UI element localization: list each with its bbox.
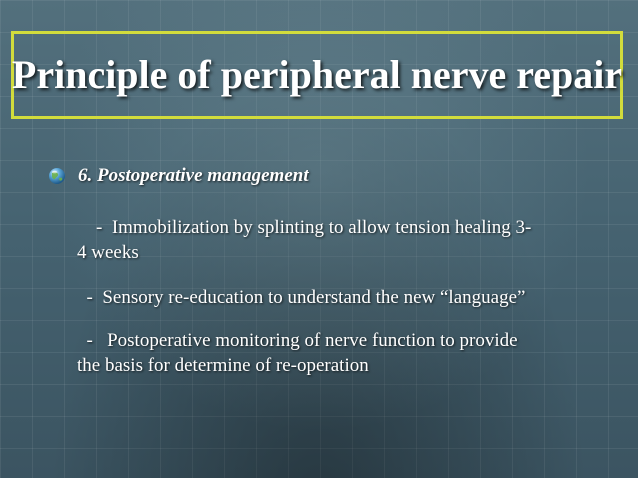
- paragraph-line: - Immobilization by splinting to allow tension healing 3-: [77, 217, 532, 238]
- paragraph-monitoring: [77, 328, 597, 378]
- bullet-heading: 6. Postoperative management: [78, 165, 309, 186]
- slide-title: Principle of peripheral nerve repair: [11, 52, 623, 97]
- bullet-item: [48, 165, 309, 187]
- title-box: [11, 31, 623, 119]
- globe-bullet-icon: [48, 167, 66, 185]
- paragraph-line: 4 weeks: [77, 242, 139, 263]
- paragraph-line: the basis for determine of re-operation: [77, 355, 369, 376]
- paragraph-immobilization: [77, 215, 597, 265]
- paragraph-line: - Sensory re-education to understand the new “language”: [77, 287, 526, 308]
- paragraph-sensory-reeducation: [77, 285, 597, 310]
- paragraph-line: - Postoperative monitoring of nerve function to provide: [77, 330, 518, 351]
